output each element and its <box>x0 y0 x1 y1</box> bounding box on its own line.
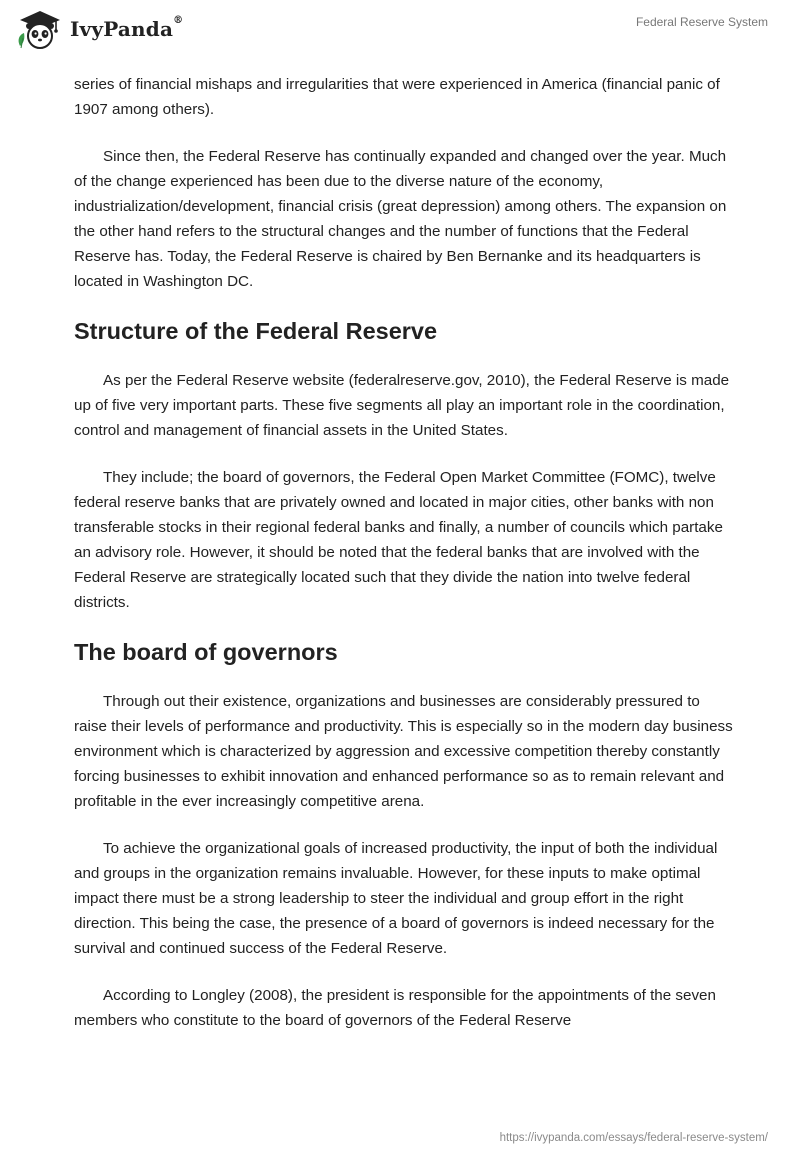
page-header <box>0 0 800 60</box>
essay-body <box>74 72 734 1055</box>
paragraph-board-1: Through out their existence, organizations and businesses are considerably pressured to raise their levels of performance and productivity. This is especially so in the modern day business environment which is characterized by aggression and excessive competition thereby constantly forcing businesses to exhibit innovation and enhanced performance so as to remain relevant and profitable in the ever increasingly competitive arena. <box>74 693 733 810</box>
heading-structure: Structure of the Federal Reserve <box>74 318 438 344</box>
paragraph-since-then: Since then, the Federal Reserve has continually expanded and changed over the year. Much of the change experienced has been due to the diverse nature of the economy, industrialization/development, financial crisis (great depression) among others. The expansion on the other hand refers to the structural changes and the number of functions that the Federal Reserve has. Today, the Federal Reserve is chaired by Ben Bernanke and its headquarters is located in Washington DC. <box>74 148 727 290</box>
registered-mark: ® <box>173 15 184 26</box>
paragraph-board-3: According to Longley (2008), the president is responsible for the appointments of the seven members who constitute to the board of governors of the Federal Reserve <box>74 987 716 1029</box>
brand-name <box>70 17 183 41</box>
document-title: Federal Reserve System <box>635 15 768 29</box>
source-url[interactable]: https://ivypanda.com/essays/federal-reserve-system/ <box>499 1132 768 1144</box>
brand-name-text: IvyPanda <box>70 17 174 41</box>
paragraph-intro-continued: series of financial mishaps and irregularities that were experienced in America (financial panic of 1907 among others). <box>74 76 720 118</box>
paragraph-structure-1: As per the Federal Reserve website (federalreserve.gov, 2010), the Federal Reserve is made up of five very important parts. These five segments all play an important role in the coordination, control and management of financial assets in the United States. <box>74 372 730 439</box>
panda-graduate-icon <box>14 8 64 50</box>
heading-board-of-governors: The board of governors <box>74 639 338 665</box>
paragraph-board-2: To achieve the organizational goals of increased productivity, the input of both the individual and groups in the organization remains invaluable. However, for these inputs to make optimal impact there must be a strong leadership to steer the individual and group effort in the right direction. This being the case, the presence of a board of governors is indeed necessary for the survival and continued success of the Federal Reserve. <box>74 840 718 957</box>
paragraph-structure-2: They include; the board of governors, the Federal Open Market Committee (FOMC), twelve federal reserve banks that are privately owned and located in major cities, other banks with non transferable stocks in their regional federal banks and finally, a number of councils which partake an advisory role. However, it should be noted that the federal banks that are involved with the Federal Reserve are strategically located such that they divide the nation into twelve federal districts. <box>74 469 723 611</box>
brand-logo[interactable] <box>14 8 183 50</box>
